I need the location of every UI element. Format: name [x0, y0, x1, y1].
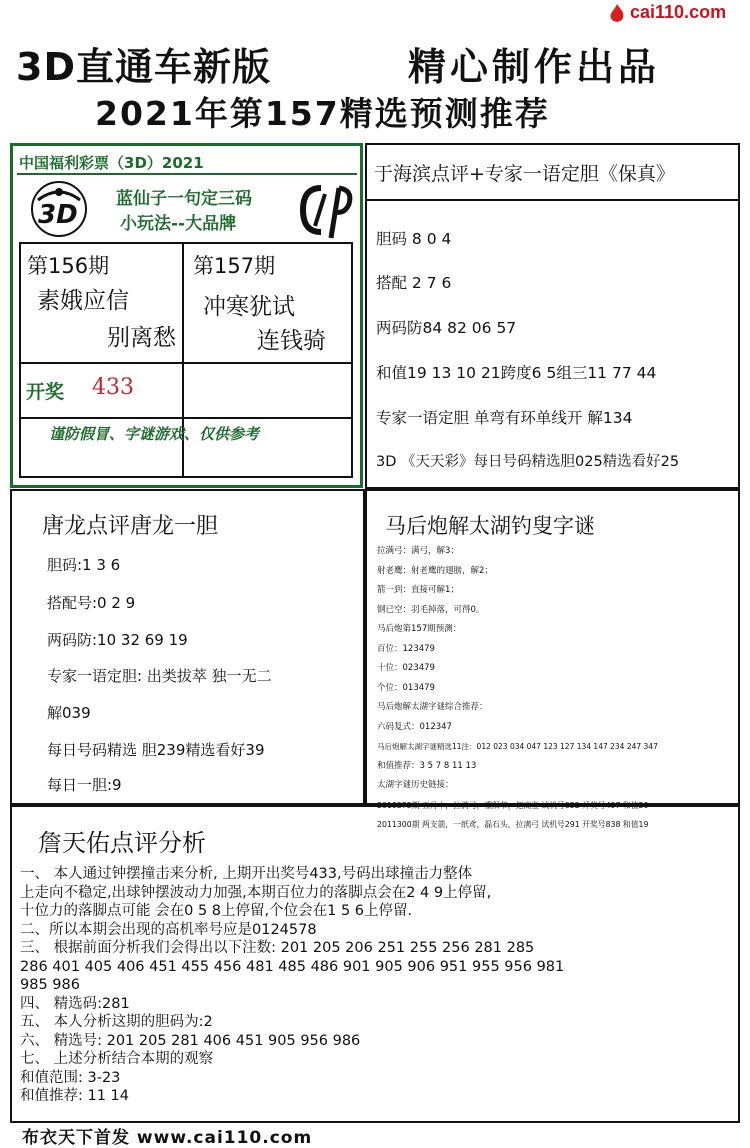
draw-value: 433: [92, 375, 134, 400]
zhan-line: 五、 本人分析这期的胆码为:2: [20, 1014, 213, 1030]
yu-box: [365, 143, 740, 489]
ma-line: 百位：123479: [377, 643, 435, 654]
flame-icon: [608, 4, 626, 28]
tang-line: 胆码:1 3 6: [47, 556, 121, 574]
yu-line: 两码防84 82 06 57: [376, 319, 517, 337]
tang-box: [10, 489, 365, 805]
site-name: cai110.com: [630, 2, 727, 22]
lottery-top-rule: [17, 173, 357, 175]
lottery-box: [10, 143, 363, 488]
ma-box: [365, 489, 740, 829]
zhan-line: 二、所以本期会出现的高机率号应是0124578: [20, 921, 317, 938]
page-title-left: 3D直通车新版: [16, 45, 271, 89]
yu-box-title-rule: [367, 199, 738, 201]
ma-line-list: [377, 542, 658, 835]
prev-riddle-line-2: 别离愁: [107, 325, 176, 351]
zhan-line: 六、 精选号: 201 205 281 406 451 905 956 986: [20, 1032, 361, 1049]
3d-logo: [30, 180, 88, 238]
zhan-line: 上走向不稳定,出球钟摆波动力加强,本期百位力的落脚点会在2 4 9上停留,: [20, 884, 492, 901]
lottery-top-line: 中国福利彩票（3D）2021: [19, 154, 204, 172]
yu-line: 专家一语定胆 单弯有环单线开 解134: [376, 409, 633, 427]
zhan-line: 985 986: [20, 977, 80, 993]
zhan-line: 四、 精选码:281: [20, 995, 130, 1012]
yu-line: 搭配 2 7 6: [376, 274, 452, 292]
yu-line: 胆码 8 0 4: [376, 230, 452, 248]
site-logo: [600, 2, 748, 24]
ma-line: 个位：013479: [377, 682, 435, 693]
tang-line: 解039: [47, 704, 91, 722]
cp-logo-icon: [295, 180, 355, 242]
cur-riddle-line-1: 冲寒犹试: [203, 294, 295, 320]
ma-box-title: 马后炮解太湖钓叟字谜: [385, 514, 595, 538]
page-title-right: 精心制作出品: [408, 45, 661, 89]
zhan-line: 286 401 405 406 451 455 456 481 485 486 901 905 906 951 955 956 981: [20, 958, 565, 975]
ma-line: 2011300期 两支箭，一纸鸢，磊石头，拉满弓 试机号291 开奖号838 和值19: [377, 820, 649, 829]
tang-box-title: 唐龙点评唐龙一胆: [42, 514, 219, 539]
slogan-line-1: 蓝仙子一句定三码: [116, 189, 252, 209]
ma-line: 2019275期 五月中，拉满弓，重阳节，把高登 试机号052 开奖号497 和值20: [377, 800, 649, 810]
ma-line: 马后炮解太湖字谜综合推荐：: [377, 702, 488, 712]
ma-line: 马后炮解太湖字谜精选11注：012 023 034 047 123 127 134 147 234 247 347: [377, 742, 658, 751]
grid-horizontal-rule-1: [21, 362, 351, 364]
cur-issue-label: 第157期: [193, 254, 276, 278]
ma-line: 和值推荐：3 5 7 8 11 13: [377, 760, 477, 771]
prev-riddle-line-1: 素娥应信: [37, 288, 129, 314]
tang-line: 每日号码精选 胆239精选看好39: [47, 741, 265, 759]
zhan-box: [10, 805, 740, 1123]
ma-line: 箭一到：直接可解1；: [377, 585, 459, 595]
page-subtitle: 2021年第157精选预测推荐: [95, 94, 550, 133]
grid-horizontal-rule-2: [21, 417, 351, 419]
warning-text: 谨防假冒、字谜游戏、仅供参考: [49, 425, 260, 443]
zhan-line: 三、 根据前面分析我们会得出以下注数: 201 205 206 251 255 256 281 285: [20, 940, 535, 956]
3d-logo-text: 3D: [38, 200, 78, 230]
ma-line: 射老鹰：射老鹰的翅膀，解2；: [377, 565, 493, 576]
cur-riddle-line-2: 连钱骑: [257, 328, 326, 354]
tang-line: 每日一胆:9: [47, 776, 122, 794]
yu-line: 3D 《天天彩》每日号码精选胆025精选看好25: [376, 454, 680, 470]
tang-line: 专家一语定胆: 出类拔萃 独一无二: [47, 667, 272, 685]
zhan-line: 十位力的落脚点可能 会在0 5 8上停留,个位会在1 5 6上停留.: [20, 903, 413, 919]
ma-line: 拉满弓：满弓，解3；: [377, 546, 459, 556]
tang-line: 搭配号:0 2 9: [47, 594, 136, 612]
zhan-box-title: 詹天佑点评分析: [38, 829, 206, 857]
tang-line: 两码防:10 32 69 19: [47, 631, 188, 649]
draw-label: 开奖: [26, 381, 65, 403]
footer-text: 布衣天下首发 www.cai110.com: [22, 1128, 313, 1148]
ma-line: 太湖字谜历史链接：: [377, 780, 454, 790]
slogan-line-2: 小玩法--大品牌: [120, 214, 237, 234]
ma-line: 马后炮第157期预测：: [377, 624, 462, 634]
ma-line: 六码复式：012347: [377, 721, 452, 732]
ma-line: 钢已空：羽毛掉落，可得0。: [377, 604, 485, 615]
prev-issue-label: 第156期: [27, 254, 110, 278]
zhan-line-list: [20, 865, 564, 1106]
zhan-line: 七、 上述分析结合本期的观察: [20, 1051, 214, 1067]
yu-line: 和值19 13 10 21跨度6 5组三11 77 44: [376, 364, 657, 382]
zhan-line: 和值推荐: 11 14: [20, 1088, 130, 1104]
zhan-line: 和值范围: 3-23: [20, 1069, 121, 1086]
ma-line: 十位：023479: [377, 663, 435, 673]
yu-box-title: 于海滨点评+专家一语定胆《保真》: [374, 163, 675, 185]
zhan-line: 一、 本人通过钟摆撞击来分析, 上期开出奖号433,号码出球撞击力整体: [20, 866, 473, 882]
